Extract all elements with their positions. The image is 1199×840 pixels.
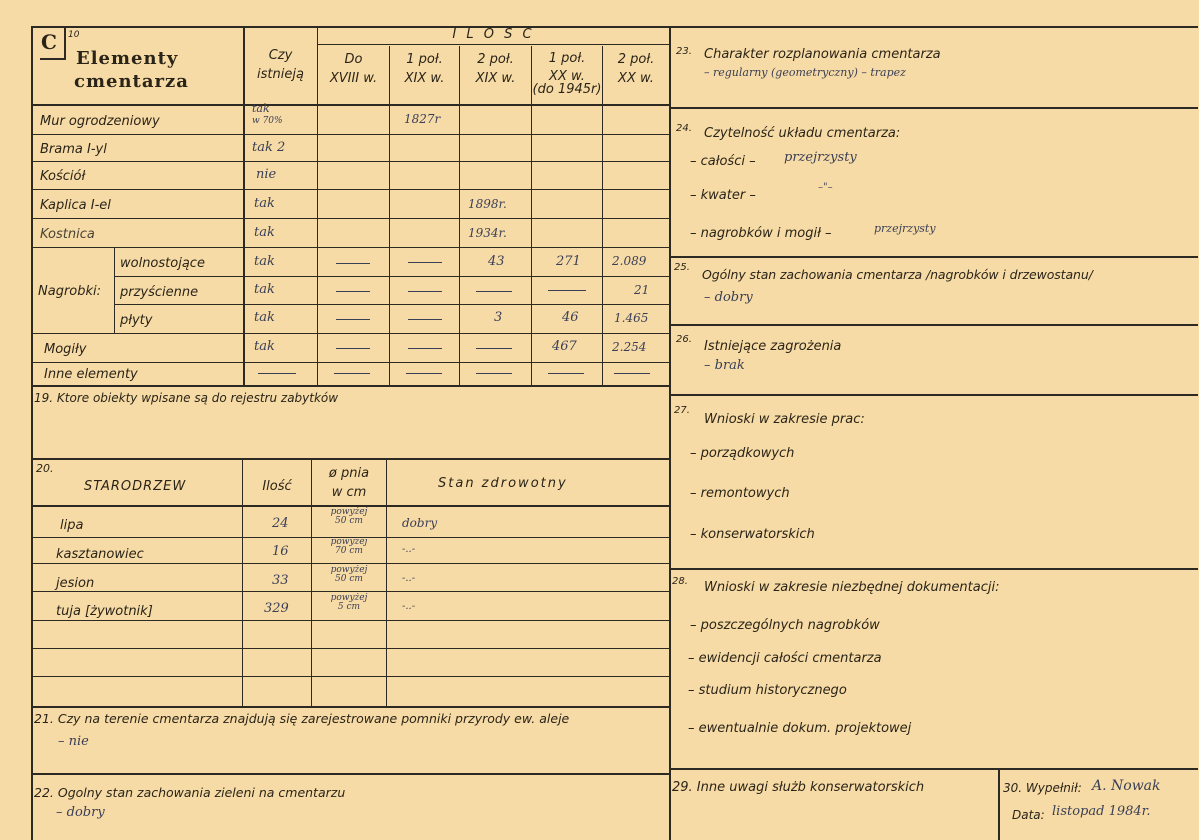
- header-period-3: 2 poł. XIX w.: [475, 52, 516, 86]
- row-line: [31, 189, 669, 190]
- header-period-5: 2 poł. XX w.: [617, 52, 655, 86]
- q27-item: – konserwatorskich: [690, 527, 815, 542]
- header-period-4: 1 poł. XX w. (do 1945r): [532, 51, 602, 97]
- tree-name: kasztanowiec: [56, 547, 144, 562]
- starodrzew-bottom-line: [31, 706, 669, 708]
- q24-item-answer: przejrzysty: [874, 222, 936, 235]
- tree-count: 24: [272, 516, 289, 531]
- q25-number: 25.: [674, 262, 690, 273]
- empty-dash: [476, 348, 512, 349]
- header-ilosc: I L O S C: [452, 27, 535, 42]
- section-22-top-line: [31, 773, 669, 775]
- empty-dash: [548, 290, 586, 291]
- q24-item-label: – nagrobków i mogił –: [690, 226, 832, 241]
- nagrobki-sub-label: płyty: [120, 313, 153, 328]
- starodrzew-number: 20.: [36, 462, 54, 475]
- nagrobki-label: Nagrobki:: [38, 284, 102, 299]
- row-line: [31, 218, 669, 219]
- element-value: 1934r.: [468, 226, 507, 240]
- element-exists: tak: [254, 225, 275, 240]
- frame-left-line: [31, 26, 33, 840]
- empty-dash: [336, 319, 370, 320]
- mogily-exists: tak: [254, 339, 275, 354]
- empty-dash: [614, 373, 650, 374]
- starodrzew-top-line: [31, 458, 669, 460]
- q28-item: – poszczególnych nagrobków: [690, 618, 880, 633]
- tree-health: -..-: [402, 544, 416, 555]
- element-exists: nie: [256, 167, 277, 182]
- q24-item-label: – całości –: [690, 154, 756, 169]
- row-line: [31, 648, 669, 649]
- row-line: [31, 591, 669, 592]
- empty-dash: [548, 373, 584, 374]
- q25-answer: – dobry: [704, 290, 753, 305]
- row-line: [31, 247, 669, 248]
- row-line: [31, 676, 669, 677]
- row-line: [31, 620, 669, 621]
- nagrobki-value: 2.089: [612, 254, 647, 268]
- empty-dash: [336, 348, 370, 349]
- nagrobki-exists: tak: [254, 282, 275, 297]
- q26-answer: – brak: [704, 358, 745, 373]
- element-label: Mur ogrodzeniowy: [40, 114, 160, 129]
- q28-number: 28.: [672, 576, 688, 587]
- tree-diam: powyżej 50 cm: [330, 565, 368, 584]
- right-section-line: [669, 568, 1198, 570]
- q24-label: Czytelność układu cmentarza:: [704, 126, 901, 141]
- empty-dash: [336, 263, 370, 264]
- q28-item: – ewidencji całości cmentarza: [688, 651, 882, 666]
- header-period-2: 1 poł. XIX w.: [404, 52, 445, 86]
- row-line: [114, 304, 669, 305]
- empty-dash: [336, 291, 370, 292]
- tree-diam: powyżej 5 cm: [330, 593, 368, 612]
- empty-dash: [334, 373, 370, 374]
- mogily-value: 2.254: [612, 340, 647, 354]
- col-line-4: [531, 46, 532, 385]
- q29-label: 29. Inne uwagi służb konserwatorskich: [672, 780, 925, 795]
- q28-item: – ewentualnie dokum. projektowej: [688, 721, 912, 736]
- nagrobki-exists: tak: [254, 254, 275, 269]
- nagrobki-value: 21: [634, 283, 650, 297]
- mogily-label: Mogiły: [44, 342, 87, 357]
- center-divider: [669, 26, 671, 840]
- form-letter: C: [41, 30, 58, 54]
- nagrobki-exists: tak: [254, 310, 275, 325]
- table-bottom-line: [31, 385, 669, 387]
- q24-item-answer: przejrzysty: [784, 150, 857, 165]
- nagrobki-value: 1.465: [614, 311, 649, 325]
- q22-label: 22. Ogolny stan zachowania zieleni na cmentarzu: [34, 785, 346, 800]
- q30-name: A. Nowak: [1092, 778, 1161, 794]
- q21-label: 21. Czy na terenie cmentarza znajdują się zarejestrowane pomniki przyrody ew. aleje: [34, 711, 570, 726]
- q27-item: – remontowych: [690, 486, 790, 501]
- header-period-1: Do XVIII w.: [329, 52, 378, 86]
- inne-label: Inne elementy: [44, 367, 138, 382]
- right-section-line: [669, 324, 1198, 326]
- row-line: [114, 276, 669, 277]
- date-label: Data:: [1012, 808, 1045, 822]
- empty-dash: [408, 348, 442, 349]
- empty-dash: [476, 373, 512, 374]
- tree-count: 16: [272, 544, 289, 559]
- element-label: Kościół: [40, 169, 86, 184]
- tree-name: lipa: [60, 518, 84, 533]
- q29-q30-divider: [998, 768, 1000, 840]
- right-section-line: [669, 768, 1198, 770]
- row-line: [31, 161, 669, 162]
- q19-label: 19. Ktore obiekty wpisane są do rejestru zabytków: [34, 391, 339, 405]
- mogily-value: 467: [552, 339, 577, 354]
- q24-item-answer: –"–: [818, 182, 833, 193]
- col-line-5: [602, 46, 603, 385]
- tree-diam: powyżej 50 cm: [330, 507, 368, 526]
- right-section-line: [669, 107, 1198, 109]
- empty-dash: [408, 262, 442, 263]
- row-line: [31, 362, 669, 363]
- col-line-2: [389, 46, 390, 385]
- empty-dash: [406, 373, 442, 374]
- empty-dash: [258, 373, 296, 374]
- q27-label: Wnioski w zakresie prac:: [704, 412, 865, 427]
- q24-number: 24.: [676, 123, 692, 134]
- starodrzew-header-name: STARODRZEW: [84, 479, 187, 494]
- element-label: Kaplica I-el: [40, 198, 111, 213]
- element-value: 1827r: [404, 112, 441, 126]
- right-section-line: [669, 394, 1198, 396]
- element-value: 1898r.: [468, 197, 507, 211]
- row-line: [31, 333, 669, 334]
- title-line-2: cmentarza: [74, 71, 189, 92]
- q22-answer: – dobry: [56, 805, 105, 820]
- q26-label: Istniejące zagrożenia: [704, 339, 842, 354]
- form-number: 10: [68, 30, 80, 40]
- element-label: Kostnica: [40, 227, 95, 242]
- q25-label: Ogólny stan zachowania cmentarza /nagrobków i drzewostanu/: [702, 267, 1093, 282]
- nagrobki-sub-label: wolnostojące: [120, 256, 205, 271]
- element-exists: tak 2: [252, 140, 286, 155]
- header-czy-istnieja: Czy istnieją: [257, 48, 304, 82]
- tree-health: dobry: [402, 516, 438, 530]
- q23-label: Charakter rozplanowania cmentarza: [704, 47, 941, 62]
- title-line-1: Elementy: [76, 48, 179, 69]
- header-bottom-line: [31, 104, 669, 106]
- nagrobki-value: 271: [556, 254, 581, 269]
- starodrzew-header-count: Ilość: [262, 479, 292, 494]
- q27-item: – porządkowych: [690, 446, 795, 461]
- q23-answer: – regularny (geometryczny) – trapez: [704, 66, 906, 79]
- q24-item-label: – kwater –: [690, 188, 756, 203]
- element-exists: tak: [254, 196, 275, 211]
- nagrobki-value: 43: [488, 254, 505, 269]
- element-exists: tak w 70%: [252, 102, 283, 126]
- tree-count: 329: [264, 601, 289, 616]
- right-section-line: [669, 256, 1198, 258]
- q27-number: 27.: [674, 405, 690, 416]
- element-label: Brama I-yl: [40, 142, 107, 157]
- row-line: [31, 134, 669, 135]
- col-line-3: [459, 46, 460, 385]
- col-line-nagrobki-sub: [114, 247, 115, 333]
- empty-dash: [408, 319, 442, 320]
- q21-answer: – nie: [58, 734, 89, 749]
- tree-health: -..-: [402, 601, 416, 612]
- starodrzew-header-health: Stan zdrowotny: [438, 476, 568, 491]
- q30-label: 30. Wypełnił:: [1003, 781, 1082, 795]
- nagrobki-value: 3: [494, 310, 503, 325]
- tree-name: tuja [żywotnik]: [56, 604, 153, 619]
- tree-name: jesion: [56, 576, 95, 591]
- starodrzew-col-line: [242, 458, 243, 706]
- q26-number: 26.: [676, 334, 692, 345]
- tree-count: 33: [272, 573, 289, 588]
- q23-number: 23.: [676, 46, 692, 57]
- empty-dash: [476, 291, 512, 292]
- nagrobki-value: 46: [562, 310, 579, 325]
- date-value: listopad 1984r.: [1052, 804, 1151, 819]
- starodrzew-col-line: [386, 458, 387, 706]
- empty-dash: [408, 291, 442, 292]
- tree-diam: powyżej 70 cm: [330, 537, 368, 556]
- q28-label: Wnioski w zakresie niezbędnej dokumentacji:: [704, 580, 1000, 595]
- q28-item: – studium historycznego: [688, 683, 847, 698]
- nagrobki-sub-label: przyścienne: [120, 285, 199, 300]
- starodrzew-header-diam: ø pnia w cm: [328, 466, 370, 500]
- ilosc-underline: [317, 44, 669, 45]
- tree-health: -..-: [402, 573, 416, 584]
- row-line: [31, 563, 669, 564]
